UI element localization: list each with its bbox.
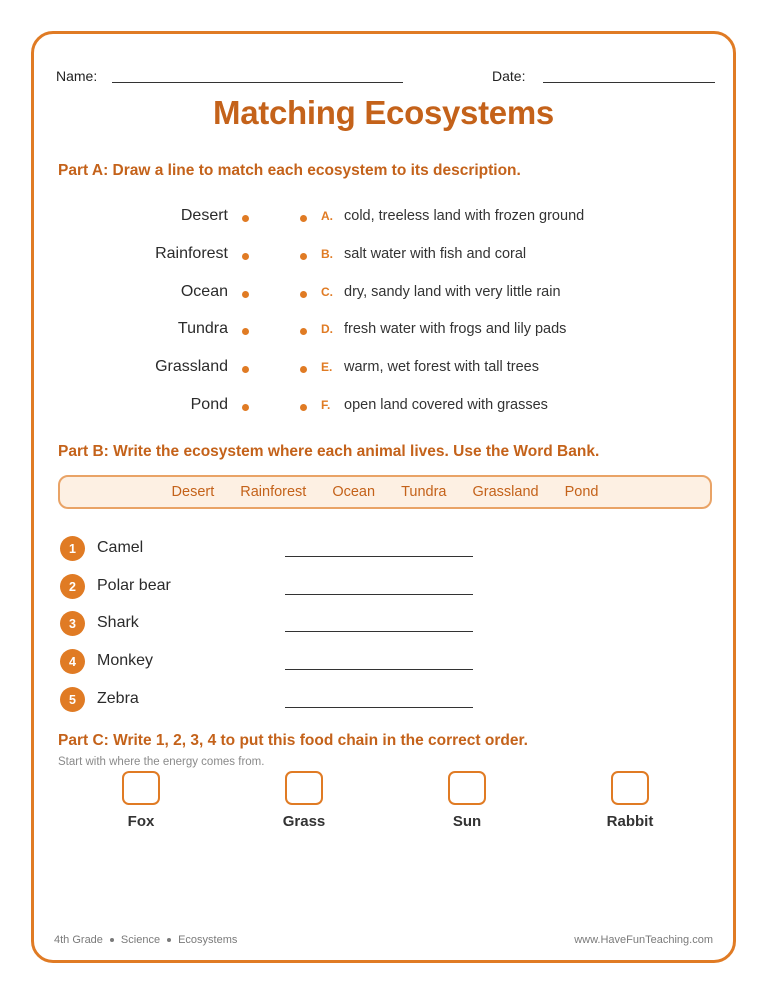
answer-line[interactable]	[285, 669, 473, 670]
word-bank-item: Grassland	[472, 484, 539, 500]
name-label: Name:	[56, 68, 98, 84]
description-text: cold, treeless land with frozen ground	[344, 208, 585, 224]
answer-line[interactable]	[285, 631, 473, 632]
ecosystem-label: Rainforest	[155, 245, 228, 262]
part-a-heading: Part A: Draw a line to match each ecosystem to its description.	[58, 162, 521, 179]
description-text: fresh water with frogs and lily pads	[344, 321, 567, 337]
word-bank-item: Pond	[564, 484, 599, 500]
worksheet-frame	[31, 31, 736, 963]
match-row	[34, 320, 733, 344]
number-badge: 4	[60, 649, 85, 674]
footer-subject: Science	[120, 934, 161, 946]
order-answer-box[interactable]	[122, 771, 160, 805]
food-chain-item	[580, 771, 680, 831]
food-chain-item	[91, 771, 191, 831]
food-chain-item	[417, 771, 517, 831]
number-badge: 5	[60, 687, 85, 712]
description-text: warm, wet forest with tall trees	[344, 359, 539, 375]
food-chain-label: Fox	[127, 813, 155, 830]
left-match-dot[interactable]	[242, 328, 249, 335]
word-bank-item: Desert	[171, 484, 215, 500]
description-letter: F.	[321, 398, 331, 412]
animal-row	[58, 536, 498, 562]
animal-row	[58, 687, 498, 713]
animal-row	[58, 611, 498, 637]
animal-name: Monkey	[97, 652, 154, 669]
answer-line[interactable]	[285, 707, 473, 708]
ecosystem-label: Pond	[190, 396, 228, 413]
ecosystem-label: Tundra	[177, 320, 228, 337]
animal-row	[58, 574, 498, 600]
name-field-line[interactable]	[112, 82, 403, 83]
left-match-dot[interactable]	[242, 253, 249, 260]
left-match-dot[interactable]	[242, 366, 249, 373]
footer-grade: 4th Grade	[54, 934, 103, 946]
description-letter: B.	[321, 247, 333, 261]
number-badge: 1	[60, 536, 85, 561]
left-match-dot[interactable]	[242, 404, 249, 411]
date-label: Date:	[492, 68, 526, 84]
match-row	[34, 283, 733, 307]
right-match-dot[interactable]	[300, 291, 307, 298]
match-row	[34, 207, 733, 231]
food-chain-label: Rabbit	[606, 813, 654, 830]
number-badge: 3	[60, 611, 85, 636]
description-letter: D.	[321, 322, 333, 336]
part-b-heading: Part B: Write the ecosystem where each animal lives. Use the Word Bank.	[58, 443, 600, 460]
number-badge: 2	[60, 574, 85, 599]
footer-topic: Ecosystems	[178, 934, 238, 946]
description-text: salt water with fish and coral	[344, 246, 527, 262]
ecosystem-label: Ocean	[180, 283, 228, 300]
right-match-dot[interactable]	[300, 328, 307, 335]
animal-name: Camel	[97, 539, 144, 556]
right-match-dot[interactable]	[300, 253, 307, 260]
date-field-line[interactable]	[543, 82, 715, 83]
description-text: open land covered with grasses	[344, 397, 548, 413]
answer-line[interactable]	[285, 594, 473, 595]
ecosystem-label: Grassland	[155, 358, 228, 375]
word-bank-item: Rainforest	[240, 484, 307, 500]
food-chain-item	[254, 771, 354, 831]
right-match-dot[interactable]	[300, 404, 307, 411]
name-date-row	[56, 68, 711, 88]
description-letter: E.	[321, 360, 333, 374]
left-match-dot[interactable]	[242, 291, 249, 298]
right-match-dot[interactable]	[300, 366, 307, 373]
match-row	[34, 358, 733, 382]
left-match-dot[interactable]	[242, 215, 249, 222]
word-bank	[58, 475, 712, 509]
footer-tags	[54, 934, 237, 946]
animal-row	[58, 649, 498, 675]
answer-line[interactable]	[285, 556, 473, 557]
bullet-separator-icon	[110, 938, 114, 942]
word-bank-item: Tundra	[401, 484, 447, 500]
match-row	[34, 396, 733, 420]
footer-website: www.HaveFunTeaching.com	[574, 934, 713, 946]
order-answer-box[interactable]	[611, 771, 649, 805]
part-c-heading: Part C: Write 1, 2, 3, 4 to put this food chain in the correct order.	[58, 732, 528, 749]
order-answer-box[interactable]	[448, 771, 486, 805]
right-match-dot[interactable]	[300, 215, 307, 222]
match-row	[34, 245, 733, 269]
animal-name: Polar bear	[97, 577, 171, 594]
description-letter: C.	[321, 285, 333, 299]
description-text: dry, sandy land with very little rain	[344, 284, 561, 300]
food-chain-label: Sun	[452, 813, 482, 830]
food-chain-label: Grass	[282, 813, 326, 830]
ecosystem-label: Desert	[180, 207, 228, 224]
bullet-separator-icon	[167, 938, 171, 942]
animal-name: Shark	[97, 614, 139, 631]
order-answer-box[interactable]	[285, 771, 323, 805]
part-c-subtext: Start with where the energy comes from.	[58, 756, 265, 768]
description-letter: A.	[321, 209, 333, 223]
page-title: Matching Ecosystems	[213, 94, 554, 131]
word-bank-item: Ocean	[332, 484, 376, 500]
animal-name: Zebra	[97, 690, 139, 707]
